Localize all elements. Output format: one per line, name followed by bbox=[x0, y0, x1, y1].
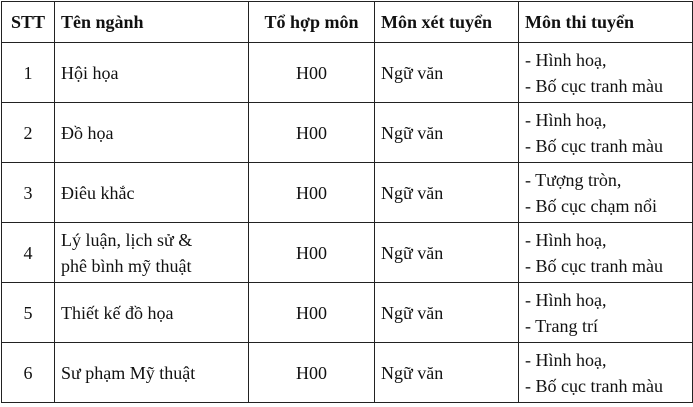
admissions-table bbox=[1, 1, 693, 403]
row-subject-combination: H00 bbox=[249, 43, 375, 103]
exam-subject-line: - Hình hoạ, bbox=[525, 49, 607, 70]
header-subject-combination: Tổ hợp môn bbox=[249, 2, 375, 43]
row-exam-subjects bbox=[519, 163, 693, 223]
row-major-name bbox=[55, 103, 249, 163]
row-exam-subjects bbox=[519, 343, 693, 403]
exam-subject-line: - Bố cục tranh màu bbox=[525, 375, 663, 396]
exam-subject-line: - Tượng tròn, bbox=[525, 169, 622, 190]
row-major-name bbox=[55, 283, 249, 343]
exam-subject-line: - Trang trí bbox=[525, 315, 599, 336]
major-name-line: Hội họa bbox=[61, 62, 119, 83]
exam-subject-line: - Bố cục chạm nổi bbox=[525, 195, 657, 216]
major-name-line: Lý luận, lịch sử & bbox=[61, 229, 193, 250]
row-major-name bbox=[55, 223, 249, 283]
row-major-name bbox=[55, 163, 249, 223]
table-row bbox=[2, 43, 693, 103]
row-stt: 1 bbox=[2, 43, 55, 103]
table-row bbox=[2, 103, 693, 163]
row-admission-subject: Ngữ văn bbox=[375, 163, 519, 223]
row-subject-combination: H00 bbox=[249, 103, 375, 163]
row-exam-subjects bbox=[519, 103, 693, 163]
exam-subject-line: - Bố cục tranh màu bbox=[525, 255, 663, 276]
row-admission-subject: Ngữ văn bbox=[375, 283, 519, 343]
exam-subject-line: - Bố cục tranh màu bbox=[525, 135, 663, 156]
row-subject-combination: H00 bbox=[249, 343, 375, 403]
row-admission-subject: Ngữ văn bbox=[375, 43, 519, 103]
row-stt: 4 bbox=[2, 223, 55, 283]
table-row bbox=[2, 343, 693, 403]
exam-subject-line: - Hình hoạ, bbox=[525, 229, 607, 250]
row-stt: 2 bbox=[2, 103, 55, 163]
major-name-line: Thiết kế đồ họa bbox=[61, 302, 174, 323]
header-stt: STT bbox=[2, 2, 55, 43]
row-subject-combination: H00 bbox=[249, 163, 375, 223]
header-admission-subject: Môn xét tuyển bbox=[375, 2, 519, 43]
row-stt: 5 bbox=[2, 283, 55, 343]
major-name-line: Điêu khắc bbox=[61, 182, 135, 203]
exam-subject-line: - Hình hoạ, bbox=[525, 109, 607, 130]
row-exam-subjects bbox=[519, 43, 693, 103]
header-major-name: Tên ngành bbox=[55, 2, 249, 43]
major-name-line: phê bình mỹ thuật bbox=[61, 255, 192, 276]
table-row bbox=[2, 163, 693, 223]
row-admission-subject: Ngữ văn bbox=[375, 103, 519, 163]
exam-subject-line: - Hình hoạ, bbox=[525, 349, 607, 370]
row-major-name bbox=[55, 43, 249, 103]
row-subject-combination: H00 bbox=[249, 283, 375, 343]
major-name-line: Đồ họa bbox=[61, 122, 114, 143]
exam-subject-line: - Hình hoạ, bbox=[525, 289, 607, 310]
row-stt: 3 bbox=[2, 163, 55, 223]
row-major-name bbox=[55, 343, 249, 403]
row-exam-subjects bbox=[519, 223, 693, 283]
header-exam-subjects: Môn thi tuyển bbox=[519, 2, 693, 43]
table-row bbox=[2, 223, 693, 283]
row-exam-subjects bbox=[519, 283, 693, 343]
header-row bbox=[2, 2, 693, 43]
row-subject-combination: H00 bbox=[249, 223, 375, 283]
table-row bbox=[2, 283, 693, 343]
row-admission-subject: Ngữ văn bbox=[375, 343, 519, 403]
row-admission-subject: Ngữ văn bbox=[375, 223, 519, 283]
row-stt: 6 bbox=[2, 343, 55, 403]
major-name-line: Sư phạm Mỹ thuật bbox=[61, 362, 196, 383]
exam-subject-line: - Bố cục tranh màu bbox=[525, 75, 663, 96]
